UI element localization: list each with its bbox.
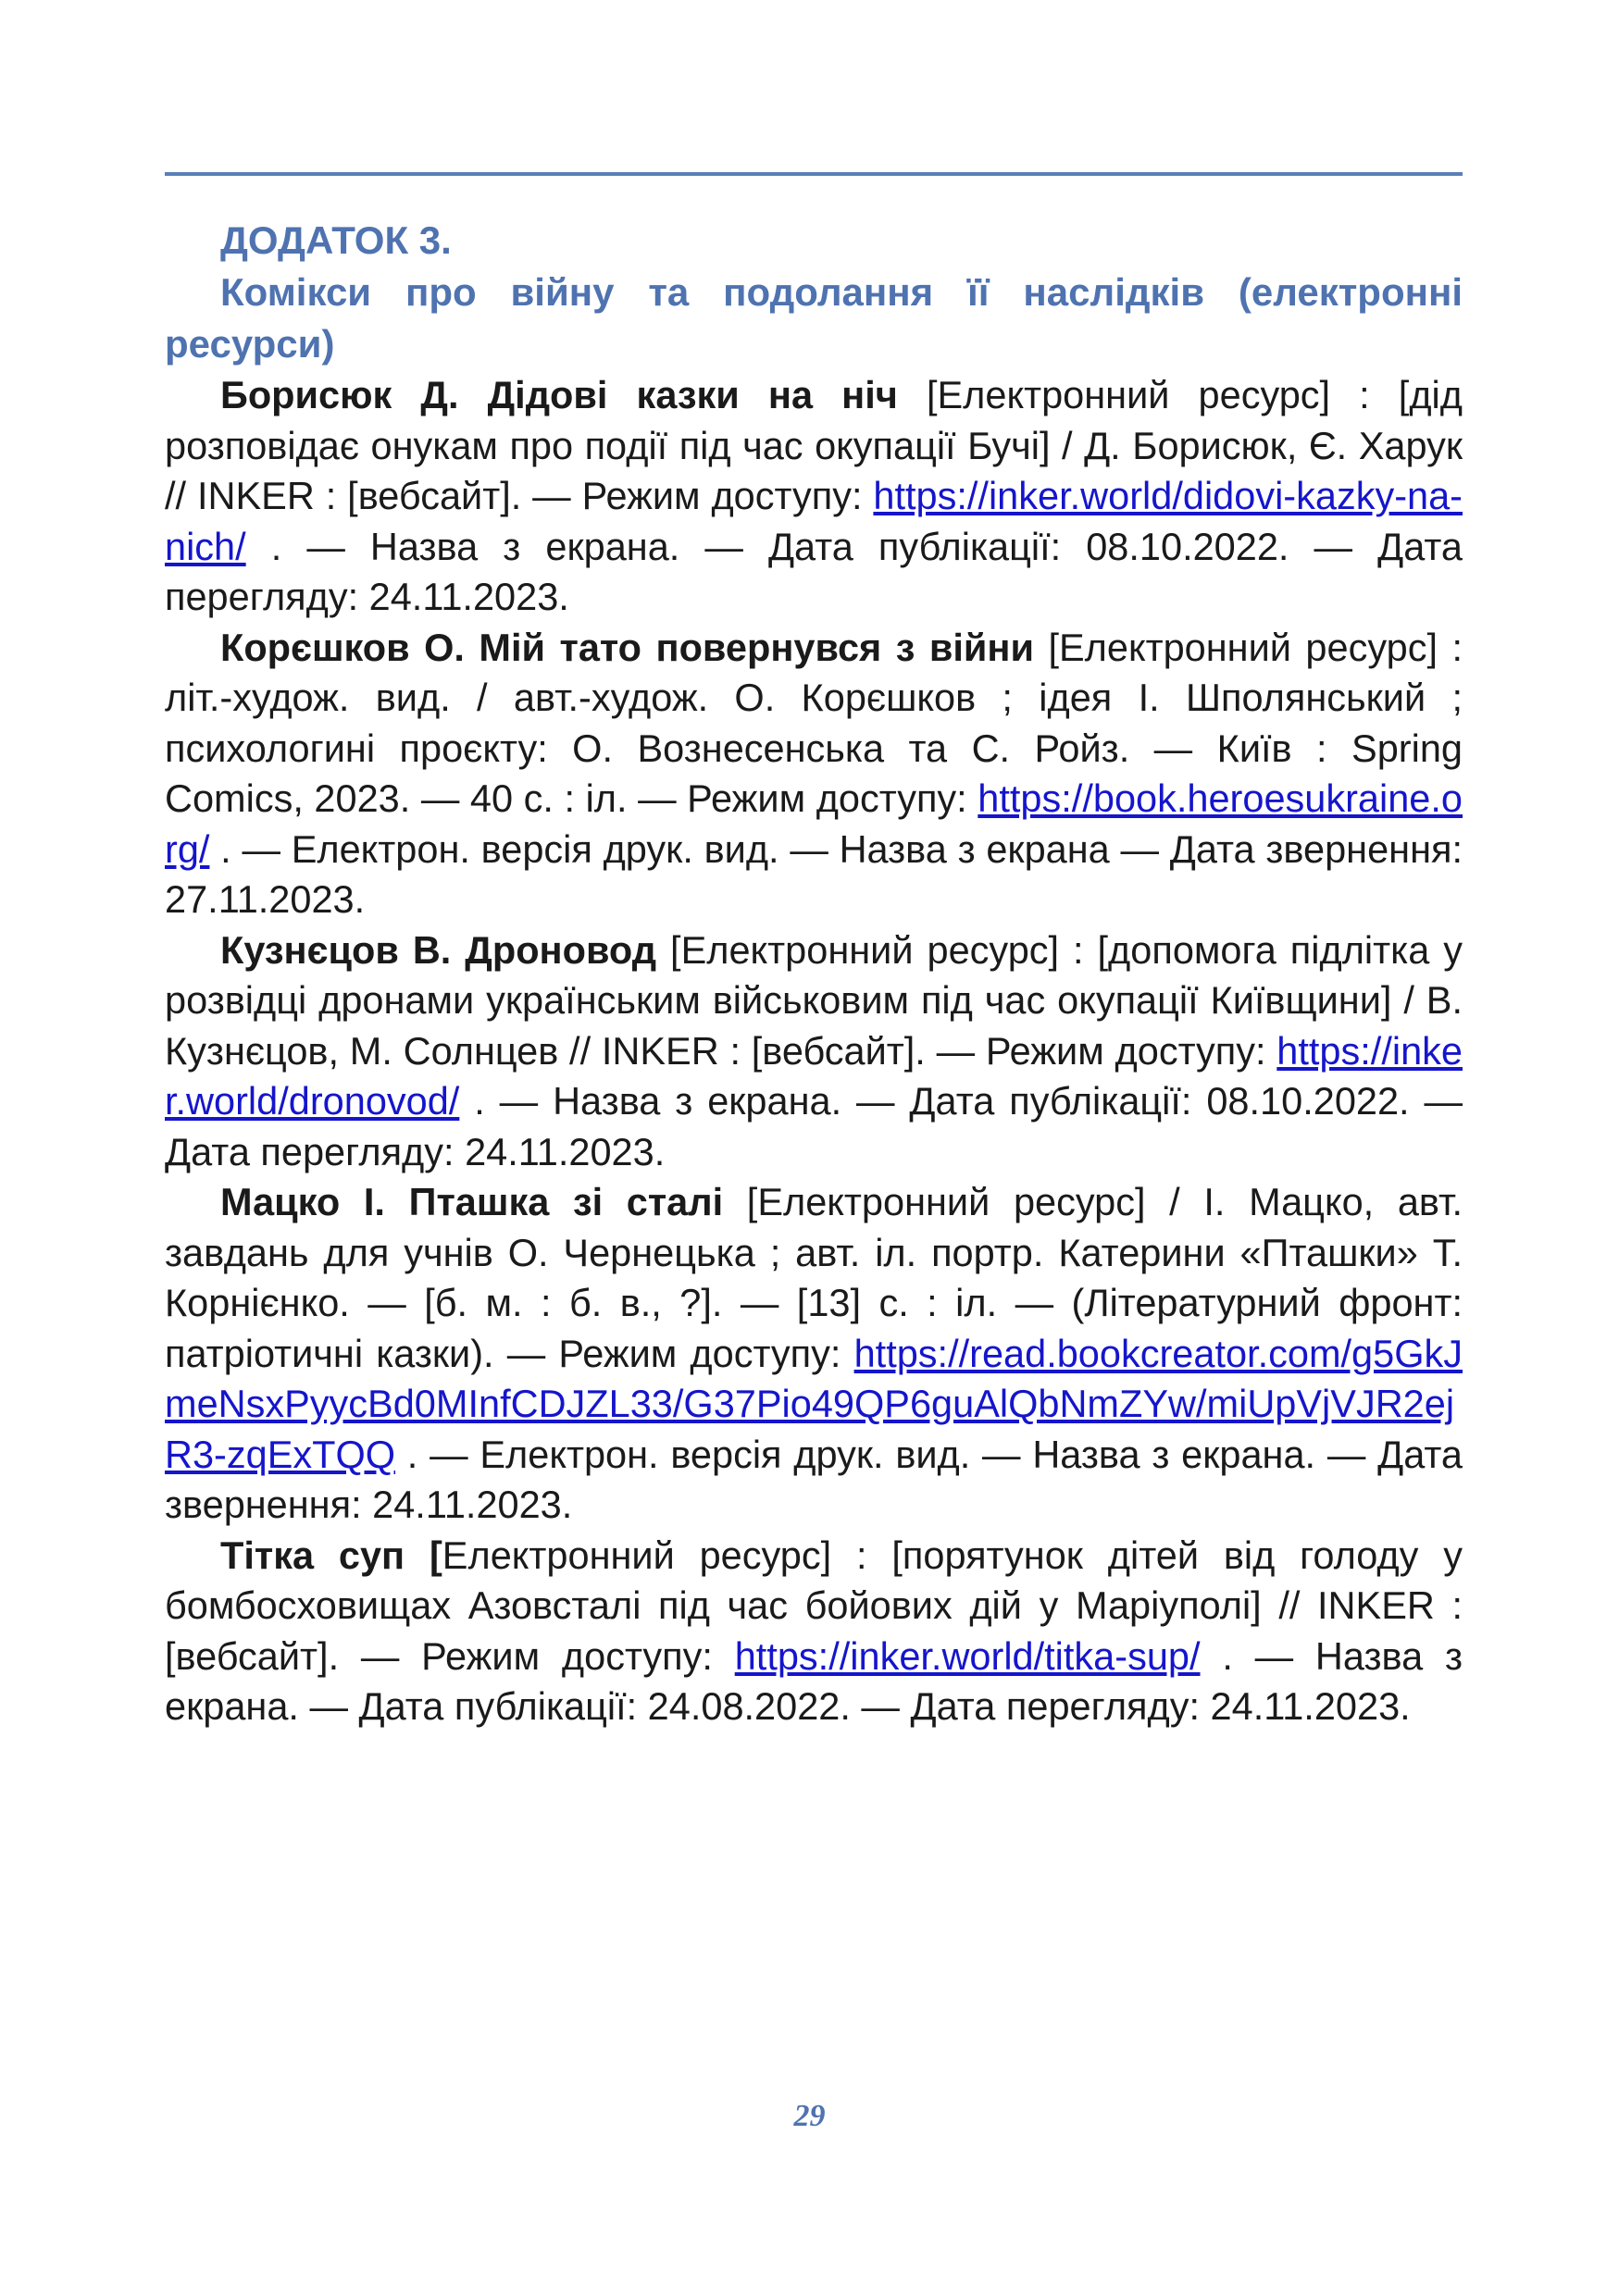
entry-author-title: Мацко І. Пташка зі сталі [220,1180,724,1223]
entry-text: [Електронний ресурс] / І. Мацко, авт. завдань для учнів О. Чернецька ; авт. іл. портр. Катерини «Пташки» Т. Корнієнко. — [б. м. : б. в., ?]. — [13] с. : іл. — (Літературний фронт: патріотичні казки). — Режим доступу: [165,1180,1463,1375]
entry-text: . — Назва з екрана. — Дата публікації: 08.10.2022. — Дата перегляду: 24.11.2023. [165,1079,1463,1173]
entry-author-title: Корєшков О. Мій тато повернувся з війни [220,625,1034,669]
entry-text: Електронний ресурс] : [порятунок дітей від голоду у бомбосховищах Азовсталі під час бойових дій у Маріуполі] // INKER : [вебсайт]. — Режим доступу: [165,1533,1463,1678]
entry-text: . — Електрон. версія друк. вид. — Назва з екрана. — Дата звернення: 24.11.2023. [165,1432,1463,1526]
entry-text: [Електронний ресурс] : літ.-худож. вид. / авт.-худож. О. Корєшков ; ідея І. Шполянський ; психологині проєкту: О. Вознесенська та С. Ройз. — Київ : Spring Comics, 2023. — 40 с. : іл. — Режим доступу: [165,625,1463,820]
entry-text: [Електронний ресурс] : [дід розповідає онукам про події під час окупації Бучі] / Д. Борисюк, Є. Харук // INKER : [вебсайт]. — Режим доступу: [165,373,1463,517]
top-rule [165,172,1463,176]
entry-author-title: Тітка суп [ [220,1533,442,1577]
bib-entry [165,370,1463,623]
entry-link[interactable]: https://book.heroesukraine.org/ [165,776,1463,871]
bib-entry [165,623,1463,925]
bib-entry [165,925,1463,1178]
entry-link[interactable]: https://inker.world/titka-sup/ [734,1633,1201,1678]
bib-entry [165,1177,1463,1531]
entry-text: . — Назва з екрана. — Дата публікації: 24.08.2022. — Дата перегляду: 24.11.2023. [165,1633,1463,1728]
section-title: Комікси про війну та подолання її наслідків (електронні ресурси) [165,270,1463,366]
entry-link[interactable]: https://inker.world/didovi-kazky-na-nich/ [165,474,1463,568]
entry-text: [Електронний ресурс] : [допомога підлітка у розвідці дронами українським військовим під час окупації Київщини] / В. Кузнєцов, М. Солнцев // INKER : [вебсайт]. — Режим доступу: [165,927,1463,1073]
entry-text: . — Електрон. версія друк. вид. — Назва з екрана — Дата звернення: 27.11.2023. [165,826,1463,921]
entry-author-title: Борисюк Д. Дідові казки на ніч [220,373,898,416]
appendix-label: ДОДАТОК 3. [220,218,452,262]
page-number: 29 [793,2099,826,2133]
entry-link[interactable]: https://read.bookcreator.com/g5GkJmeNsxPyycBd0MInfCDJZL33/G37Pio49QP6guAlQbNmZYw/miUpVjVJR2ejR3-zqExTQQ [165,1331,1463,1476]
bib-entry [165,1531,1463,1732]
entry-text: . — Назва з екрана. — Дата публікації: 08.10.2022. — Дата перегляду: 24.11.2023. [165,524,1463,618]
page-content [165,215,1463,1732]
entry-link[interactable]: https://inker.world/dronovod/ [165,1028,1463,1123]
entry-author-title: Кузнєцов В. Дроновод [220,927,657,972]
